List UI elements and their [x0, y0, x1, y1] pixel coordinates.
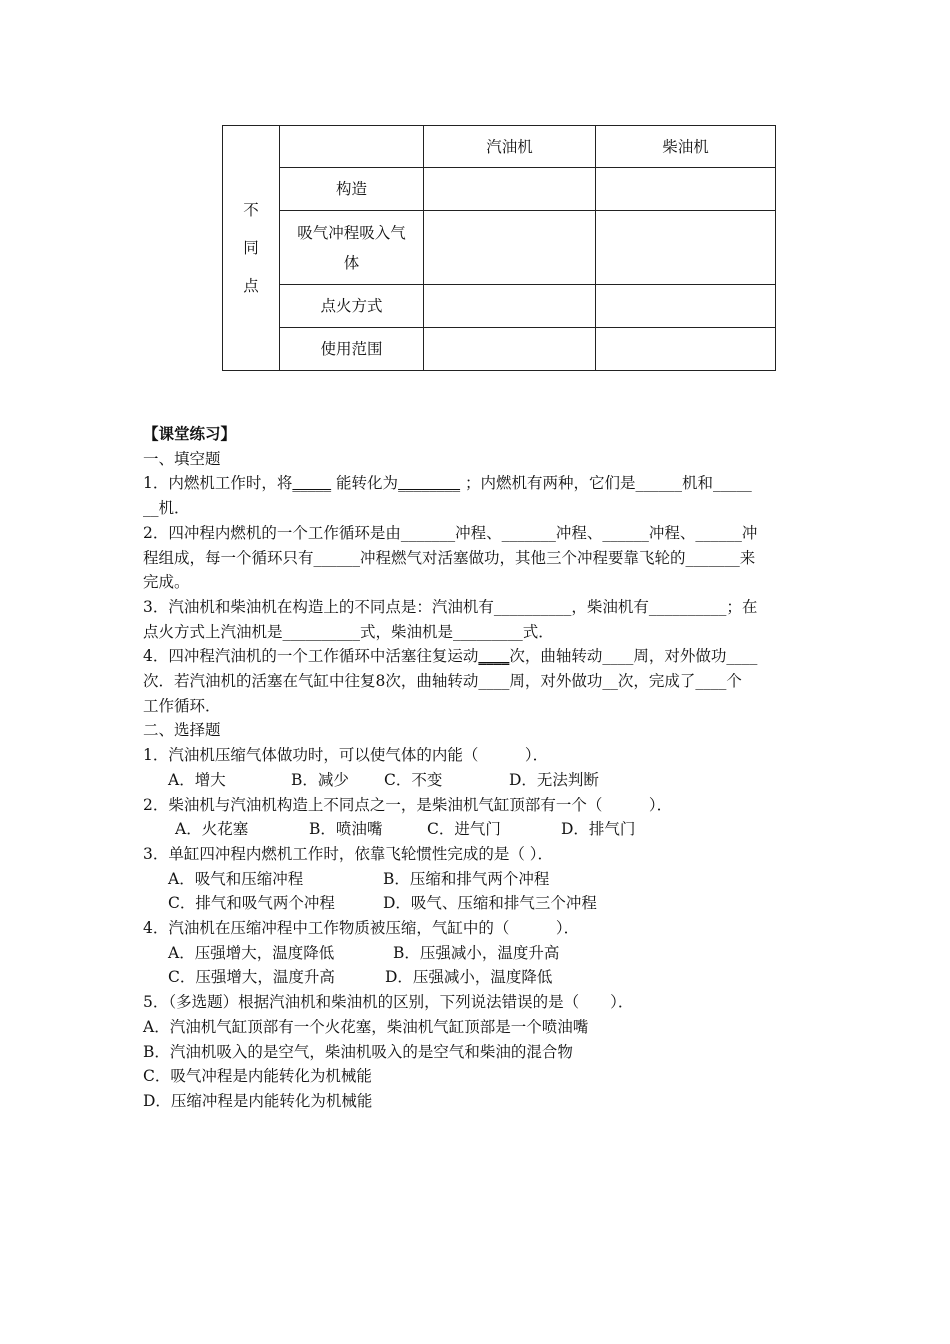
fill-line: 3．汽油机和柴油机在构造上的不同点是：汽油机有__________，柴油机有__________；在: [143, 597, 758, 616]
row-label-ignition: 点火方式: [280, 285, 424, 328]
answer-cell[interactable]: [596, 285, 776, 328]
question-stem: 1．汽油机压缩气体做功时，可以使气体的内能（ ）．: [143, 746, 549, 765]
answer-cell[interactable]: [424, 328, 596, 371]
side-char: 同: [243, 239, 259, 257]
option[interactable]: D．排气门: [561, 820, 636, 839]
row-label-structure: 构造: [280, 168, 424, 211]
options-row: [143, 817, 808, 842]
answer-cell[interactable]: [424, 168, 596, 211]
fill-line: 工作循环．: [143, 696, 221, 715]
answer-cell[interactable]: [424, 211, 596, 285]
fill-line: 1．内燃机工作时，将_____ 能转化为________ ；内燃机有两种，它们是______机和_____: [143, 474, 752, 493]
question-stem: 3．单缸四冲程内燃机工作时，依靠飞轮惯性完成的是（ ）．: [143, 844, 554, 863]
fill-line: 次．若汽油机的活塞在气缸中往复8次，曲轴转动____周，对外做功__次，完成了____个: [143, 672, 742, 691]
question-stem: 5．（多选题）根据汽油机和柴油机的区别，下列说法错误的是（ ）．: [143, 993, 634, 1012]
option[interactable]: D．无法判断: [509, 770, 599, 789]
fill-line: 4．四冲程汽油机的一个工作循环中活塞往复运动____次，曲轴转动____周，对外做功____: [143, 646, 758, 666]
options-row: [143, 768, 808, 793]
fill-line: __机．: [143, 499, 190, 518]
option[interactable]: B．压缩和排气两个冲程: [383, 869, 550, 888]
side-char: 不: [243, 201, 259, 219]
option[interactable]: A．吸气和压缩冲程: [168, 869, 304, 888]
header-diesel: 柴油机: [596, 126, 776, 168]
option[interactable]: C．压强增大，温度升高: [168, 968, 335, 987]
option[interactable]: D．吸气、压缩和排气三个冲程: [383, 894, 597, 913]
option[interactable]: A．火花塞: [175, 820, 249, 839]
fill-line: 点火方式上汽油机是__________式，柴油机是_________式．: [143, 622, 554, 641]
row-label-usage: 使用范围: [280, 328, 424, 371]
answer-cell[interactable]: [596, 328, 776, 371]
side-char: 点: [243, 277, 259, 295]
answer-cell[interactable]: [596, 168, 776, 211]
part1-heading: 一、填空题: [143, 449, 221, 468]
question-stem: 4．汽油机在压缩冲程中工作物质被压缩，气缸中的（ ）．: [143, 919, 580, 938]
exercise-content: [143, 422, 808, 1114]
option[interactable]: D．压缩冲程是内能转化为机械能: [143, 1091, 373, 1110]
fill-line: 程组成，每一个循环只有______冲程燃气对活塞做功，其他三个冲程要靠飞轮的_______来: [143, 548, 756, 567]
option[interactable]: A．压强增大，温度降低: [168, 943, 335, 962]
side-label-cell: [223, 126, 280, 371]
option[interactable]: C．吸气冲程是内能转化为机械能: [143, 1067, 372, 1086]
options-row: [143, 891, 808, 916]
answer-cell[interactable]: [424, 285, 596, 328]
header-empty-cell: [280, 126, 424, 168]
option[interactable]: B．减少: [291, 770, 349, 789]
row-label-intake: 吸气冲程吸入气 体: [280, 211, 424, 285]
options-row: [143, 867, 808, 892]
header-gasoline: 汽油机: [424, 126, 596, 168]
options-row: [143, 941, 808, 966]
option[interactable]: D．压强减小，温度降低: [385, 968, 553, 987]
question-stem: 2．柴油机与汽油机构造上不同点之一，是柴油机气缸顶部有一个（ ）．: [143, 795, 673, 814]
option[interactable]: B．压强减小，温度升高: [393, 943, 560, 962]
answer-cell[interactable]: [596, 211, 776, 285]
fill-line: 2．四冲程内燃机的一个工作循环是由_______冲程、_______冲程、______冲程、______冲: [143, 523, 758, 542]
fill-line: 完成。: [143, 573, 190, 592]
option[interactable]: C．不变: [384, 770, 443, 789]
option[interactable]: B．喷油嘴: [309, 820, 383, 839]
option[interactable]: A．汽油机气缸顶部有一个火花塞，柴油机气缸顶部是一个喷油嘴: [143, 1017, 589, 1036]
part2-heading: 二、选择题: [143, 721, 221, 740]
option[interactable]: B．汽油机吸入的是空气，柴油机吸入的是空气和柴油的混合物: [143, 1042, 573, 1061]
section-title: 【课堂练习】: [143, 424, 237, 443]
comparison-table: [222, 125, 776, 371]
options-row: [143, 965, 808, 990]
option[interactable]: C．排气和吸气两个冲程: [168, 894, 335, 913]
option[interactable]: C．进气门: [427, 820, 501, 839]
option[interactable]: A．增大: [168, 770, 226, 789]
